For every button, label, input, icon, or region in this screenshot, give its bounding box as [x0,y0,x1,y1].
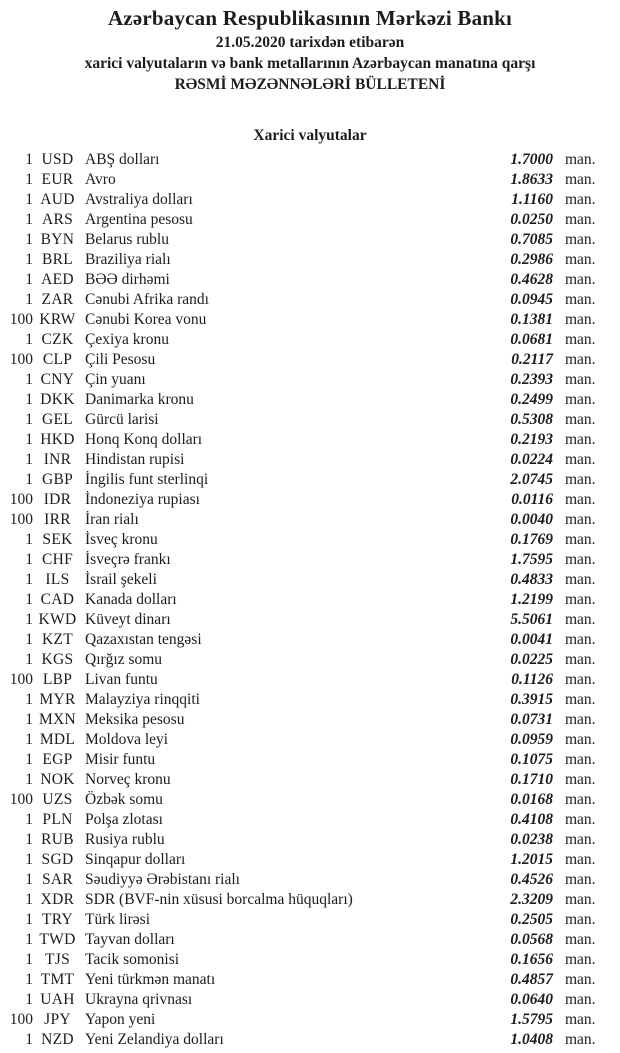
currency-name: Səudiyyə Ərəbistanı rialı [85,871,240,888]
section-title: Xarici valyutalar [253,127,367,144]
rate-quantity: 1 [25,371,33,388]
currency-name: Meksika pesosu [85,711,185,728]
rate-value: 0.2986 [510,251,553,268]
currency-code: TRY [41,911,74,928]
rate-unit: man. [565,331,596,348]
rate-unit: man. [565,871,596,888]
currency-code: SEK [42,531,73,548]
currency-code: KGS [41,651,74,668]
rate-row [0,590,620,610]
rate-unit: man. [565,551,596,568]
rate-row [0,230,620,250]
rate-row [0,670,620,690]
rate-value: 0.2393 [510,371,553,388]
rate-value: 1.8633 [510,171,553,188]
rate-value: 0.0225 [510,651,553,668]
currency-code: PLN [42,811,73,828]
currency-name: İsveçrə frankı [85,551,171,568]
currency-code: TMT [40,971,75,988]
currency-name: İran rialı [85,511,139,528]
rate-quantity: 1 [25,271,33,288]
rate-quantity: 1 [25,471,33,488]
rate-value: 0.0040 [510,511,553,528]
rate-unit: man. [565,651,596,668]
rate-unit: man. [565,471,596,488]
rate-quantity: 1 [25,811,33,828]
currency-code: CZK [41,331,74,348]
currency-code: JPY [44,1011,71,1028]
rate-quantity: 100 [9,351,33,368]
currency-code: RUB [41,831,74,848]
rate-value: 0.0640 [510,991,553,1008]
currency-code: TJS [44,951,71,968]
currency-code: ARS [41,211,74,228]
currency-code: AUD [40,191,75,208]
rate-value: 0.2499 [510,391,553,408]
rate-unit: man. [565,911,596,928]
rate-row [0,610,620,630]
rate-quantity: 1 [25,711,33,728]
rate-row [0,390,620,410]
rate-unit: man. [565,451,596,468]
bulletin-header [0,0,620,95]
currency-name: Qırğız somu [85,651,163,668]
rate-value: 0.1126 [511,671,553,688]
rate-quantity: 1 [25,391,33,408]
rate-quantity: 1 [25,191,33,208]
currency-name: Livan funtu [85,671,158,688]
rate-row [0,410,620,430]
rate-quantity: 1 [25,551,33,568]
currency-code: CHF [41,551,74,568]
rate-value: 0.0568 [510,931,553,948]
rate-unit: man. [565,531,596,548]
currency-code: LBP [42,671,73,688]
currency-code: MYR [39,691,76,708]
bulletin-title: RƏSMİ MƏZƏNNƏLƏRİ BÜLLETENİ [174,76,446,93]
rate-quantity: 1 [25,891,33,908]
currency-name: BƏƏ dirhəmi [85,271,170,288]
rate-row [0,150,620,170]
rate-row [0,890,620,910]
rate-value: 0.0959 [510,731,553,748]
rate-quantity: 1 [25,251,33,268]
rate-unit: man. [565,851,596,868]
currency-name: Gürcü larisi [85,411,159,428]
currency-name: Polşa zlotası [85,811,163,828]
currency-name: Norveç kronu [85,771,171,788]
rate-value: 0.0250 [510,211,553,228]
currency-name: İsveç kronu [85,531,158,548]
rate-unit: man. [565,371,596,388]
rate-value: 5.5061 [510,611,553,628]
rate-unit: man. [565,791,596,808]
currency-code: ILS [45,571,70,588]
rate-unit: man. [565,391,596,408]
rate-value: 0.0238 [510,831,553,848]
currency-code: KWD [38,611,77,628]
currency-name: Türk lirəsi [85,911,150,928]
rate-value: 0.1075 [510,751,553,768]
rate-row [0,370,620,390]
currency-name: Argentina pesosu [85,211,193,228]
rate-value: 0.0168 [510,791,553,808]
rate-quantity: 1 [25,591,33,608]
rate-quantity: 1 [25,851,33,868]
currency-name: Malayziya rinqqiti [85,691,200,708]
rate-row [0,830,620,850]
rate-value: 1.2199 [510,591,553,608]
rate-row [0,650,620,670]
rate-value: 0.2505 [510,911,553,928]
rate-unit: man. [565,591,596,608]
rate-row [0,470,620,490]
rate-unit: man. [565,311,596,328]
rate-unit: man. [565,231,596,248]
currency-name: Moldova leyi [85,731,169,748]
rate-quantity: 1 [25,911,33,928]
currency-code: IDR [43,491,72,508]
rate-unit: man. [565,731,596,748]
currency-name: Honq Konq dolları [85,431,203,448]
rate-quantity: 1 [25,431,33,448]
rate-quantity: 1 [25,231,33,248]
currency-code: KRW [39,311,76,328]
rate-unit: man. [565,991,596,1008]
rate-value: 0.0041 [510,631,553,648]
currency-name: Sinqapur dolları [85,851,186,868]
currency-name: SDR (BVF-nin xüsusi borcalma hüquqları) [85,891,353,908]
rate-quantity: 1 [25,211,33,228]
rate-quantity: 1 [25,971,33,988]
currency-code: CAD [40,591,75,608]
rate-value: 1.5795 [510,1011,553,1028]
currency-code: EUR [41,171,74,188]
rate-row [0,970,620,990]
rate-value: 0.0681 [510,331,553,348]
currency-code: DKK [40,391,75,408]
bank-title: Azərbaycan Respublikasının Mərkəzi Bankı [107,6,513,30]
currency-name: Yeni türkmən manatı [85,971,216,988]
currency-name: Qazaxıstan tengəsi [85,631,202,648]
rate-quantity: 1 [25,871,33,888]
rate-row [0,290,620,310]
rate-unit: man. [565,691,596,708]
rate-quantity: 100 [9,671,33,688]
rate-quantity: 1 [25,731,33,748]
rate-row [0,350,620,370]
rate-unit: man. [565,811,596,828]
rate-unit: man. [565,431,596,448]
rate-quantity: 100 [9,311,33,328]
rate-row [0,1030,620,1050]
rate-value: 1.1160 [511,191,553,208]
rate-quantity: 1 [25,631,33,648]
rate-unit: man. [565,251,596,268]
rate-quantity: 1 [25,411,33,428]
currency-name: Küveyt dinarı [85,611,171,628]
rate-unit: man. [565,191,596,208]
rate-value: 1.2015 [510,851,553,868]
subject-line: xarici valyutaların və bank metallarının Azərbaycan manatına qarşı [84,55,536,72]
rate-row [0,690,620,710]
rate-value: 2.0745 [510,471,553,488]
currency-name: Avstraliya dolları [85,191,193,208]
currency-code: NOK [40,771,75,788]
rate-unit: man. [565,211,596,228]
rate-unit: man. [565,491,596,508]
currency-name: Avro [85,171,116,188]
currency-code: KZT [41,631,74,648]
currency-code: MXN [38,711,77,728]
rate-value: 1.7000 [510,151,553,168]
currency-code: IRR [44,511,71,528]
currency-name: Hindistan rupisi [85,451,185,468]
currency-name: İngilis funt sterlinqi [85,471,209,488]
rate-row [0,870,620,890]
currency-name: Yapon yeni [85,1011,156,1028]
rate-value: 0.0224 [510,451,553,468]
rate-row [0,210,620,230]
rate-row [0,1010,620,1030]
rate-unit: man. [565,151,596,168]
currency-code: INR [43,451,72,468]
rate-row [0,810,620,830]
rate-row [0,190,620,210]
rate-quantity: 1 [25,611,33,628]
rate-row [0,270,620,290]
rate-quantity: 1 [25,531,33,548]
rate-unit: man. [565,631,596,648]
rate-row [0,450,620,470]
currency-code: BRL [41,251,74,268]
currency-name: İndoneziya rupiası [85,491,200,508]
currency-name: Özbək somu [85,791,163,808]
rate-row [0,330,620,350]
rate-quantity: 1 [25,771,33,788]
rate-row [0,770,620,790]
currency-name: Belarus rublu [85,231,169,248]
rate-row [0,990,620,1010]
rate-unit: man. [565,711,596,728]
currency-code: SAR [41,871,74,888]
currency-code: CNY [40,371,75,388]
currency-name: Braziliya rialı [85,251,171,268]
rate-quantity: 1 [25,931,33,948]
rate-row [0,850,620,870]
rate-row [0,710,620,730]
rate-quantity: 1 [25,691,33,708]
currency-code: BYN [40,231,75,248]
rate-row [0,550,620,570]
rate-row [0,730,620,750]
rate-unit: man. [565,831,596,848]
currency-name: Rusiya rublu [85,831,165,848]
rate-unit: man. [565,571,596,588]
rate-row [0,910,620,930]
rate-value: 0.4628 [510,271,553,288]
rate-quantity: 1 [25,1031,33,1048]
rate-quantity: 1 [25,571,33,588]
rate-value: 0.4526 [510,871,553,888]
currency-name: Cənubi Afrika randı [85,291,209,308]
currency-code: AED [41,271,74,288]
rate-value: 0.4108 [510,811,553,828]
currency-code: SGD [41,851,74,868]
currency-code: HKD [40,431,75,448]
rate-row [0,750,620,770]
rate-row [0,570,620,590]
date-line: 21.05.2020 tarixdən etibarən [215,34,405,51]
rate-value: 0.2193 [510,431,553,448]
rate-unit: man. [565,971,596,988]
rate-value: 0.0731 [510,711,553,728]
currency-name: Çexiya kronu [85,331,169,348]
rate-value: 0.0945 [510,291,553,308]
rate-unit: man. [565,351,596,368]
rate-row [0,530,620,550]
rate-unit: man. [565,671,596,688]
rate-quantity: 1 [25,951,33,968]
currency-code: GBP [41,471,74,488]
rate-quantity: 1 [25,171,33,188]
currency-name: Danimarka kronu [85,391,194,408]
rate-row [0,430,620,450]
currency-name: Yeni Zelandiya dolları [85,1031,224,1048]
rate-row [0,490,620,510]
rate-value: 1.7595 [510,551,553,568]
rate-row [0,950,620,970]
rate-unit: man. [565,891,596,908]
rate-unit: man. [565,751,596,768]
currency-code: XDR [40,891,75,908]
rate-value: 0.4833 [510,571,553,588]
rate-value: 0.0116 [511,491,553,508]
rate-quantity: 1 [25,991,33,1008]
rate-unit: man. [565,1011,596,1028]
currency-code: CLP [42,351,73,368]
currency-name: Kanada dolları [85,591,177,608]
currency-name: Cənubi Korea vonu [85,311,207,328]
rate-unit: man. [565,411,596,428]
currency-code: USD [41,151,74,168]
currency-code: TWD [39,931,76,948]
rate-quantity: 100 [9,791,33,808]
rate-value: 0.5308 [510,411,553,428]
rate-value: 0.3915 [510,691,553,708]
rates-table [0,150,620,1050]
rate-unit: man. [565,511,596,528]
currency-code: EGP [42,751,73,768]
rate-row [0,510,620,530]
rate-quantity: 1 [25,291,33,308]
rate-quantity: 1 [25,651,33,668]
currency-name: Ukrayna qrivnası [85,991,193,1008]
rate-unit: man. [565,611,596,628]
rate-row [0,250,620,270]
currency-code: NZD [41,1031,74,1048]
currency-code: MDL [39,731,76,748]
currency-code: UAH [40,991,75,1008]
rate-quantity: 100 [9,1011,33,1028]
currency-name: Çili Pesosu [85,351,156,368]
currency-name: Misir funtu [85,751,156,768]
currency-name: Çin yuanı [85,371,146,388]
rate-quantity: 100 [9,511,33,528]
rate-unit: man. [565,171,596,188]
currency-name: Tayvan dolları [85,931,175,948]
rate-unit: man. [565,951,596,968]
currency-code: UZS [42,791,73,808]
rate-unit: man. [565,771,596,788]
rate-unit: man. [565,271,596,288]
rate-unit: man. [565,931,596,948]
rate-row [0,930,620,950]
rate-value: 0.1710 [510,771,553,788]
rate-row [0,310,620,330]
rate-value: 0.2117 [511,351,553,368]
currency-name: ABŞ dolları [85,151,160,168]
rate-quantity: 1 [25,331,33,348]
rate-row [0,630,620,650]
rate-quantity: 1 [25,451,33,468]
rate-value: 0.7085 [510,231,553,248]
rate-quantity: 100 [9,491,33,508]
rate-value: 0.1656 [510,951,553,968]
rate-quantity: 1 [25,751,33,768]
currency-name: İsrail şekeli [85,571,157,588]
rate-quantity: 1 [25,151,33,168]
rate-row [0,170,620,190]
rate-unit: man. [565,1031,596,1048]
rate-quantity: 1 [25,831,33,848]
rate-value: 0.1381 [510,311,553,328]
rate-row [0,790,620,810]
currency-code: ZAR [41,291,74,308]
rate-unit: man. [565,291,596,308]
rate-value: 0.1769 [510,531,553,548]
rate-value: 0.4857 [510,971,553,988]
currency-code: GEL [41,411,74,428]
rate-value: 2.3209 [510,891,553,908]
rate-value: 1.0408 [510,1031,553,1048]
currency-name: Tacik somonisi [85,951,180,968]
